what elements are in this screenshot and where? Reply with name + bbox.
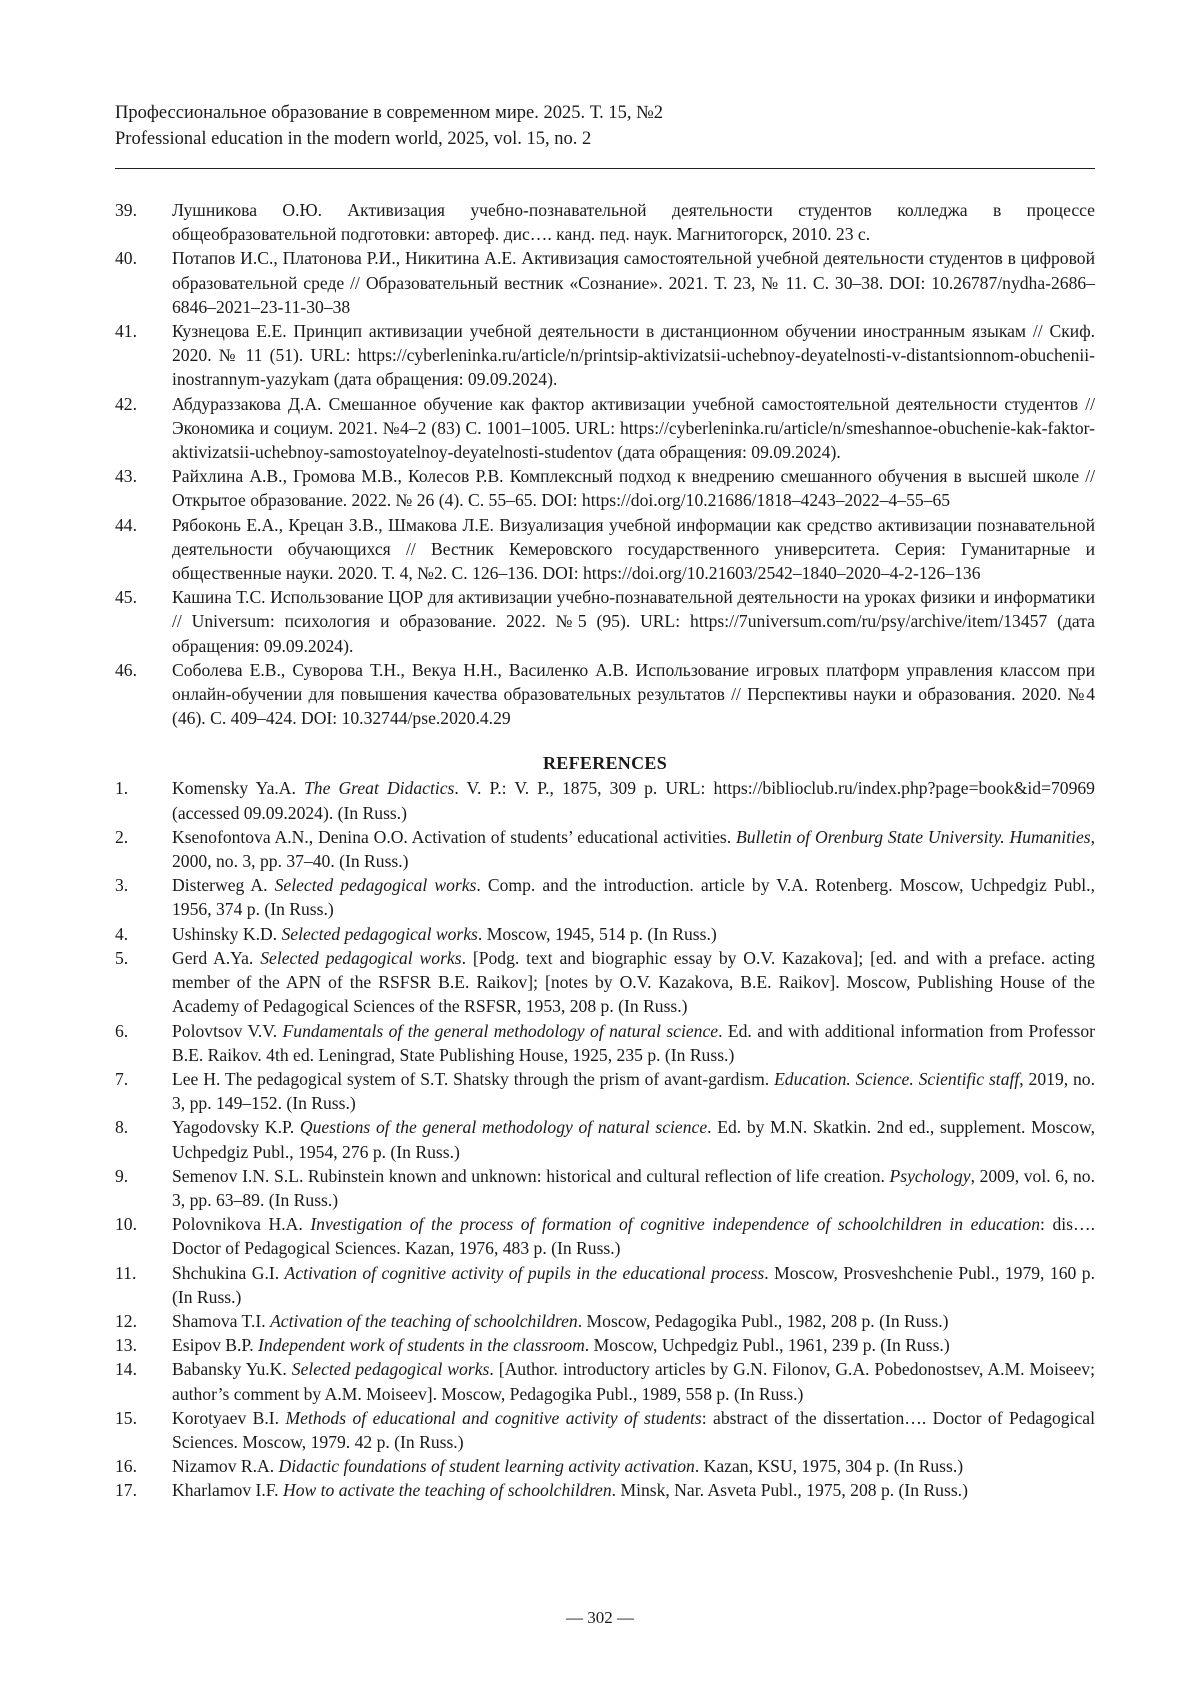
- reference-title: Psychology: [889, 1166, 970, 1186]
- reference-item: [115, 1478, 1095, 1502]
- header-line-ru: Профессиональное образование в современном мире. 2025. Т. 15, №2: [115, 100, 1095, 126]
- reference-title: Activation of the teaching of schoolchildren: [270, 1311, 578, 1331]
- reference-authors: Polovnikova H.A.: [172, 1214, 310, 1234]
- reference-number: 6.: [115, 1019, 172, 1067]
- journal-page: [0, 0, 1200, 1697]
- reference-details: . V. P.: V. P., 1875, 309 p. URL: https://biblioclub.ru/index.php?page=book&id=70969 (accessed 09.09.2024). (In Russ.): [172, 778, 1095, 822]
- reference-text: [172, 776, 1095, 824]
- reference-number: 17.: [115, 1478, 172, 1502]
- reference-item: [115, 1309, 1095, 1333]
- reference-number: 13.: [115, 1333, 172, 1357]
- reference-item: [115, 319, 1095, 392]
- reference-title: How to activate the teaching of schoolchildren: [283, 1480, 612, 1500]
- reference-text: [172, 1357, 1095, 1405]
- reference-text: [172, 1309, 1095, 1333]
- reference-authors: Yagodovsky K.P.: [172, 1117, 300, 1137]
- reference-title: Education. Science. Scientific staff: [774, 1069, 1019, 1089]
- reference-authors: Gerd A.Ya.: [172, 948, 260, 968]
- reference-number: 43.: [115, 464, 172, 512]
- reference-text: [172, 1333, 1095, 1357]
- reference-item: [115, 513, 1095, 586]
- reference-number: 5.: [115, 946, 172, 1019]
- reference-text: Райхлина А.В., Громова М.В., Колесов Р.В. Комплексный подход к внедрению смешанного обучения в высшей школе // Открытое образование. 2022. № 26 (4). С. 55–65. DOI: https://doi.org/10.21686/1818–4243–2022–4–55–65: [172, 464, 1095, 512]
- reference-title: Questions of the general methodology of natural science: [300, 1117, 707, 1137]
- reference-number: 39.: [115, 198, 172, 246]
- reference-number: 7.: [115, 1067, 172, 1115]
- reference-text: [172, 825, 1095, 873]
- reference-authors: Korotyaev B.I.: [172, 1408, 285, 1428]
- reference-item: [115, 198, 1095, 246]
- reference-item: [115, 246, 1095, 319]
- reference-text: [172, 1406, 1095, 1454]
- reference-number: 10.: [115, 1212, 172, 1260]
- header-divider: [115, 168, 1095, 169]
- reference-item: [115, 873, 1095, 921]
- reference-authors: Polovtsov V.V.: [172, 1021, 283, 1041]
- reference-details: . Moscow, Prosveshchenie Publ., 1979, 160 p. (In Russ.): [172, 1263, 1095, 1307]
- reference-number: 8.: [115, 1115, 172, 1163]
- reference-title: Activation of cognitive activity of pupils in the educational process: [285, 1263, 765, 1283]
- reference-title: Independent work of students in the classroom: [258, 1335, 585, 1355]
- reference-title: Selected pedagogical works: [281, 924, 477, 944]
- reference-item: [115, 658, 1095, 731]
- reference-text: [172, 1115, 1095, 1163]
- reference-number: 16.: [115, 1454, 172, 1478]
- running-header: [115, 100, 1095, 152]
- reference-authors: Kharlamov I.F.: [172, 1480, 283, 1500]
- reference-number: 46.: [115, 658, 172, 731]
- reference-details: . Ed. and with additional information from Professor B.E. Raikov. 4th ed. Leningrad, State Publishing House, 1925, 235 p. (In Russ.): [172, 1021, 1095, 1065]
- reference-number: 44.: [115, 513, 172, 586]
- reference-authors: Ushinsky K.D.: [172, 924, 281, 944]
- reference-item: [115, 1261, 1095, 1309]
- reference-text: [172, 1212, 1095, 1260]
- reference-number: 9.: [115, 1164, 172, 1212]
- reference-title: Selected pedagogical works: [292, 1359, 490, 1379]
- reference-title: Investigation of the process of formation of cognitive independence of schoolchildren in education: [310, 1214, 1040, 1234]
- reference-number: 41.: [115, 319, 172, 392]
- reference-details: . Ed. by M.N. Skatkin. 2nd ed., supplement. Moscow, Uchpedgiz Publ., 1954, 276 p. (In Russ.): [172, 1117, 1095, 1161]
- reference-authors: Esipov B.P.: [172, 1335, 258, 1355]
- reference-text: [172, 1019, 1095, 1067]
- reference-title: Fundamentals of the general methodology of natural science: [283, 1021, 719, 1041]
- reference-item: [115, 1164, 1095, 1212]
- reference-text: [172, 1164, 1095, 1212]
- reference-details: . Minsk, Nar. Asveta Publ., 1975, 208 p. (In Russ.): [612, 1480, 968, 1500]
- reference-title: The Great Didactics: [304, 778, 454, 798]
- reference-authors: Komensky Ya.A.: [172, 778, 304, 798]
- reference-item: [115, 1454, 1095, 1478]
- reference-details: , 2000, no. 3, pp. 37–40. (In Russ.): [172, 827, 1095, 871]
- reference-title: Selected pedagogical works: [260, 948, 461, 968]
- reference-authors: Babansky Yu.K.: [172, 1359, 292, 1379]
- reference-item: [115, 922, 1095, 946]
- reference-number: 40.: [115, 246, 172, 319]
- reference-number: 42.: [115, 392, 172, 465]
- reference-details: . [Podg. text and biographic essay by O.V. Kazakova]; [ed. and with a preface. acting member of the APN of the RSFSR B.E. Raikov]; [notes by O.V. Kazakova, B.E. Raikov]. Moscow, Publishing House of the Academy of Pedagogical Sciences of the RSFSR, 1953, 208 p. (In Russ.): [172, 948, 1095, 1016]
- russian-reference-list: [115, 198, 1095, 730]
- reference-details: . Comp. and the introduction. article by V.A. Rotenberg. Moscow, Uchpedgiz Publ., 1956, 374 p. (In Russ.): [172, 875, 1095, 919]
- reference-number: 11.: [115, 1261, 172, 1309]
- reference-item: [115, 1406, 1095, 1454]
- reference-item: [115, 825, 1095, 873]
- reference-details: . Kazan, KSU, 1975, 304 p. (In Russ.): [695, 1456, 963, 1476]
- reference-title: Methods of educational and cognitive activity of students: [285, 1408, 701, 1428]
- reference-number: 1.: [115, 776, 172, 824]
- reference-title: Selected pedagogical works: [275, 875, 477, 895]
- reference-text: [172, 1067, 1095, 1115]
- reference-text: [172, 946, 1095, 1019]
- reference-text: Абдураззакова Д.А. Смешанное обучение как фактор активизации учебной самостоятельной деятельности студентов // Экономика и социум. 2021. №4–2 (83) С. 1001–1005. URL: https://cyberleninka.ru/article/n/smeshannoe-obuchenie-kak-faktor-aktivizatsii-uchebnoy-samostoyatelnoy-deyatelnosti-studentov (дата обращения: 09.09.2024).: [172, 392, 1095, 465]
- reference-item: [115, 1019, 1095, 1067]
- reference-item: [115, 1333, 1095, 1357]
- reference-details: : dis…. Doctor of Pedagogical Sciences. Kazan, 1976, 483 p. (In Russ.): [172, 1214, 1095, 1258]
- reference-text: Кашина Т.С. Использование ЦОР для активизации учебно-познавательной деятельности на уроках физики и информатики // Universum: психология и образование. 2022. №5 (95). URL: https://7universum.com/ru/psy/archive/item/13457 (дата обращения: 09.09.2024).: [172, 585, 1095, 658]
- reference-authors: Disterweg A.: [172, 875, 275, 895]
- reference-item: [115, 1115, 1095, 1163]
- english-reference-list: [115, 776, 1095, 1502]
- reference-number: 4.: [115, 922, 172, 946]
- reference-details: . Moscow, Pedagogika Publ., 1982, 208 p. (In Russ.): [578, 1311, 949, 1331]
- reference-text: Соболева Е.В., Суворова Т.Н., Векуа Н.Н., Василенко А.В. Использование игровых платформ управления классом при онлайн-обучении для повышения качества образовательных результатов // Перспективы науки и образования. 2020. №4 (46). С. 409–424. DOI: 10.32744/pse.2020.4.29: [172, 658, 1095, 731]
- reference-details: , 2009, vol. 6, no. 3, pp. 63–89. (In Russ.): [172, 1166, 1095, 1210]
- header-line-en: Professional education in the modern world, 2025, vol. 15, no. 2: [115, 126, 1095, 152]
- reference-authors: Shamova T.I.: [172, 1311, 270, 1331]
- reference-text: [172, 873, 1095, 921]
- reference-item: [115, 1212, 1095, 1260]
- reference-text: Рябоконь Е.А., Крецан З.В., Шмакова Л.Е. Визуализация учебной информации как средство активизации познавательной деятельности обучающихся // Вестник Кемеровского государственного университета. Серия: Гуманитарные и общественные науки. 2020. Т. 4, №2. С. 126–136. DOI: https://doi.org/10.21603/2542–1840–2020–4-2-126–136: [172, 513, 1095, 586]
- reference-text: [172, 1261, 1095, 1309]
- reference-lists: [115, 198, 1095, 1503]
- reference-item: [115, 392, 1095, 465]
- reference-item: [115, 464, 1095, 512]
- reference-authors: Ksenofontova A.N., Denina O.O. Activation of students’ educational activities.: [172, 827, 736, 847]
- reference-text: [172, 1478, 1095, 1502]
- reference-authors: Nizamov R.A.: [172, 1456, 279, 1476]
- reference-text: [172, 1454, 1095, 1478]
- reference-authors: Semenov I.N. S.L. Rubinstein known and unknown: historical and cultural reflection of life creation.: [172, 1166, 889, 1186]
- reference-number: 3.: [115, 873, 172, 921]
- reference-title: Didactic foundations of student learning activity activation: [279, 1456, 695, 1476]
- reference-details: . Moscow, 1945, 514 p. (In Russ.): [478, 924, 717, 944]
- reference-text: Лушникова О.Ю. Активизация учебно-познавательной деятельности студентов колледжа в процессе общеобразовательной подготовки: автореф. дис…. канд. пед. наук. Магнитогорск, 2010. 23 с.: [172, 198, 1095, 246]
- reference-details: : abstract of the dissertation…. Doctor of Pedagogical Sciences. Moscow, 1979. 42 p. (In Russ.): [172, 1408, 1095, 1452]
- reference-title: Bulletin of Orenburg State University. Humanities: [736, 827, 1091, 847]
- reference-number: 12.: [115, 1309, 172, 1333]
- reference-item: [115, 1357, 1095, 1405]
- reference-text: [172, 922, 1095, 946]
- reference-number: 15.: [115, 1406, 172, 1454]
- reference-number: 2.: [115, 825, 172, 873]
- reference-details: , 2019, no. 3, pp. 149–152. (In Russ.): [172, 1069, 1095, 1113]
- reference-details: . [Author. introductory articles by G.N. Filonov, G.A. Pobedonostsev, A.M. Moiseev; author’s comment by A.M. Moiseev]. Moscow, Pedagogika Publ., 1989, 558 p. (In Russ.): [172, 1359, 1095, 1403]
- reference-text: Потапов И.С., Платонова Р.И., Никитина А.Е. Активизация самостоятельной учебной деятельности студентов в цифровой образовательной среде // Образовательный вестник «Сознание». 2021. Т. 23, № 11. С. 30–38. DOI: 10.26787/nydha-2686–6846–2021–23-11-30–38: [172, 246, 1095, 319]
- reference-authors: Shchukina G.I.: [172, 1263, 285, 1283]
- reference-text: Кузнецова Е.Е. Принцип активизации учебной деятельности в дистанционном обучении иностранным языкам // Скиф. 2020. № 11 (51). URL: https://cyberleninka.ru/article/n/printsip-aktivizatsii-uchebnoy-deyatelnosti-v-distantsionnom-obuchenii-inostrannym-yazykam (дата обращения: 09.09.2024).: [172, 319, 1095, 392]
- reference-number: 14.: [115, 1357, 172, 1405]
- reference-authors: Lee H. The pedagogical system of S.T. Shatsky through the prism of avant-gardism.: [172, 1069, 774, 1089]
- reference-details: . Moscow, Uchpedgiz Publ., 1961, 239 p. (In Russ.): [585, 1335, 950, 1355]
- references-heading: REFERENCES: [115, 751, 1095, 775]
- reference-item: [115, 585, 1095, 658]
- reference-item: [115, 946, 1095, 1019]
- reference-item: [115, 1067, 1095, 1115]
- page-number: — 302 —: [0, 1608, 1200, 1628]
- reference-number: 45.: [115, 585, 172, 658]
- reference-item: [115, 776, 1095, 824]
